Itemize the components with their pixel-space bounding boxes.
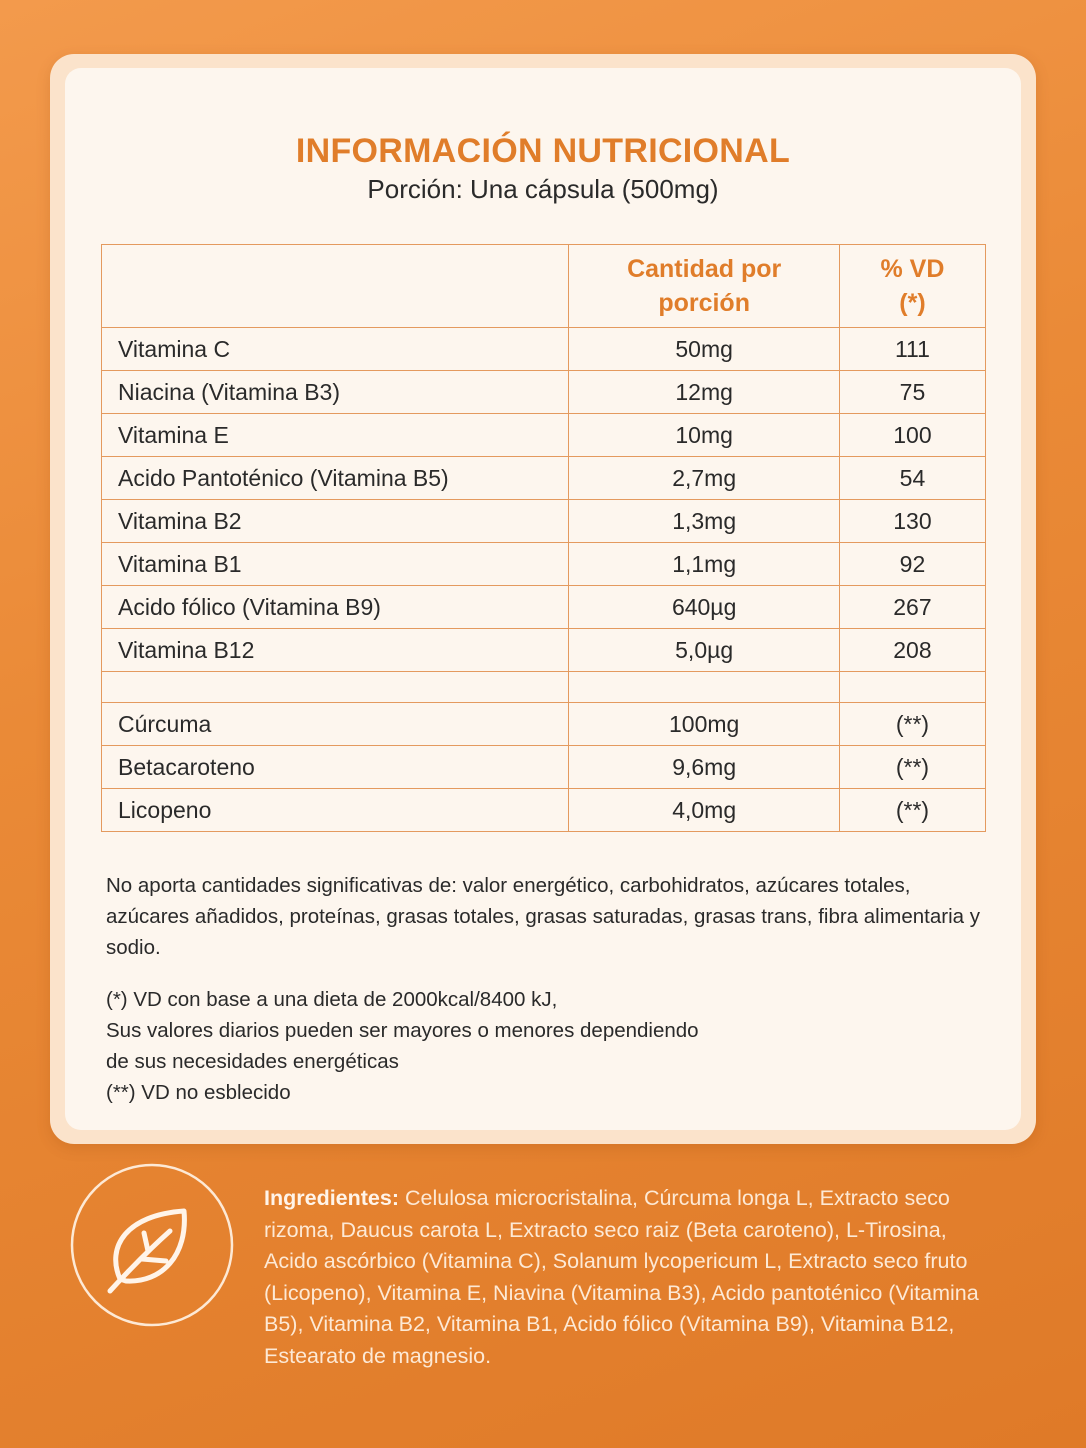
table-row xyxy=(102,371,986,414)
table-row xyxy=(102,543,986,586)
nutrient-amount: 640µg xyxy=(569,586,840,629)
nutrient-vd: 92 xyxy=(839,543,985,586)
header-nutrient xyxy=(102,245,569,328)
header-vd xyxy=(839,245,985,328)
nutrient-name: Acido fólico (Vitamina B9) xyxy=(102,586,569,629)
table-row xyxy=(102,789,986,832)
table-row xyxy=(102,328,986,371)
nutrient-vd: (**) xyxy=(839,789,985,832)
vd-footnote-line4: (**) VD no esblecido xyxy=(106,1081,291,1104)
header-vd-line1: % VD xyxy=(880,255,945,283)
nutrition-table xyxy=(101,244,986,832)
nutrient-amount: 1,1mg xyxy=(569,543,840,586)
nutrient-name xyxy=(102,672,569,703)
table-row xyxy=(102,703,986,746)
header-amount-line2: porción xyxy=(658,289,750,317)
table-row xyxy=(102,746,986,789)
ingredients-text xyxy=(264,1183,984,1372)
nutrient-vd xyxy=(839,672,985,703)
vd-footnote-line3: de sus necesidades energéticas xyxy=(106,1050,399,1073)
nutrient-name: Vitamina E xyxy=(102,414,569,457)
nutrient-name: Vitamina B12 xyxy=(102,629,569,672)
ingredients-list: Celulosa microcristalina, Cúrcuma longa L, Extracto seco rizoma, Daucus carota L, Extracto seco raiz (Beta caroteno), L-Tirosina, Acido ascórbico (Vitamina C), Solanum lycopericum L, Extracto seco fruto (Licopeno), Vitamina E, Niavina (Vitamina B3), Acido pantoténico (Vitamina B5), Vitamina B2, Vitamina B1, Acido fólico (Vitamina B9), Vitamina B12, Estearato de magnesio. xyxy=(264,1186,979,1368)
nutrient-vd: 267 xyxy=(839,586,985,629)
nutrient-vd: 100 xyxy=(839,414,985,457)
nutrient-name: Betacaroteno xyxy=(102,746,569,789)
ingredients-label: Ingredientes: xyxy=(264,1186,399,1210)
nutrient-amount: 9,6mg xyxy=(569,746,840,789)
nutrient-vd: 208 xyxy=(839,629,985,672)
nutrient-vd: (**) xyxy=(839,703,985,746)
nutrient-vd: 111 xyxy=(839,328,985,371)
nutrition-card xyxy=(65,68,1021,1130)
nutrient-vd: 54 xyxy=(839,457,985,500)
vd-footnote xyxy=(106,984,986,1108)
header-amount xyxy=(569,245,840,328)
nutrient-amount: 100mg xyxy=(569,703,840,746)
table-header-row xyxy=(102,245,986,328)
nutrient-vd: 130 xyxy=(839,500,985,543)
nutrient-vd: 75 xyxy=(839,371,985,414)
nutrient-amount: 2,7mg xyxy=(569,457,840,500)
leaf-icon xyxy=(70,1163,234,1327)
nutrient-amount: 12mg xyxy=(569,371,840,414)
no-significant-note: No aporta cantidades significativas de: valor energético, carbohidratos, azúcares totales, azúcares añadidos, proteínas, grasas totales, grasas saturadas, grasas trans, fibra alimentaria y sodio. xyxy=(106,874,980,959)
table-row xyxy=(102,629,986,672)
nutrient-amount: 10mg xyxy=(569,414,840,457)
nutrient-name: Acido Pantoténico (Vitamina B5) xyxy=(102,457,569,500)
table-row xyxy=(102,500,986,543)
table-row xyxy=(102,457,986,500)
table-row xyxy=(102,414,986,457)
nutrient-name: Niacina (Vitamina B3) xyxy=(102,371,569,414)
nutrient-amount: 1,3mg xyxy=(569,500,840,543)
nutrient-vd: (**) xyxy=(839,746,985,789)
header-amount-line1: Cantidad por xyxy=(627,255,782,283)
nutrient-name: Vitamina C xyxy=(102,328,569,371)
header-vd-line2: (*) xyxy=(899,289,926,317)
serving-size: Porción: Una cápsula (500mg) xyxy=(367,174,719,204)
nutrient-amount: 50mg xyxy=(569,328,840,371)
table-row xyxy=(102,672,986,703)
nutrition-card-frame xyxy=(50,54,1036,1144)
table-body xyxy=(102,328,986,832)
page-title: INFORMACIÓN NUTRICIONAL xyxy=(295,132,791,170)
nutrient-amount xyxy=(569,672,840,703)
nutrient-name: Vitamina B2 xyxy=(102,500,569,543)
vd-footnote-line2: Sus valores diarios pueden ser mayores o menores dependiendo xyxy=(106,1019,699,1042)
nutrient-name: Vitamina B1 xyxy=(102,543,569,586)
nutrient-name: Licopeno xyxy=(102,789,569,832)
nutrient-amount: 5,0µg xyxy=(569,629,840,672)
vd-footnote-line1: (*) VD con base a una dieta de 2000kcal/8400 kJ, xyxy=(106,988,558,1011)
table-row xyxy=(102,586,986,629)
nutrient-amount: 4,0mg xyxy=(569,789,840,832)
nutrient-name: Cúrcuma xyxy=(102,703,569,746)
